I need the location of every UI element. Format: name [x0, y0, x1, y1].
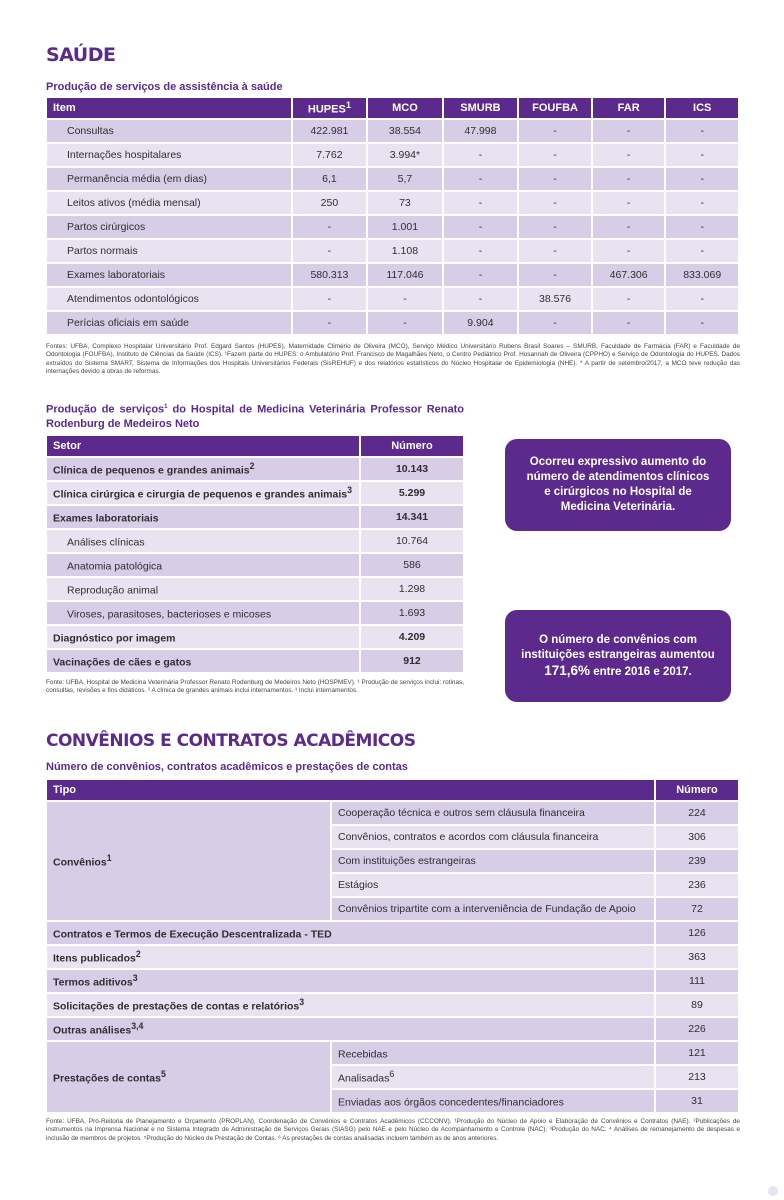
cell-value: -	[666, 144, 738, 166]
cell-value: -	[444, 240, 518, 262]
cell-value: -	[666, 216, 738, 238]
cell-value: 72	[656, 898, 738, 920]
row-label: Reprodução animal	[47, 578, 359, 600]
cell-value: -	[444, 144, 518, 166]
row-label: Clínica cirúrgica e cirurgia de pequenos e grandes animais$^3$	[47, 482, 359, 504]
saude-title: SAÚDE	[46, 44, 116, 66]
cell-value: -	[666, 168, 738, 190]
cell-value: 7.762	[293, 144, 367, 166]
cell-value: 833.069	[666, 264, 738, 286]
cell-value: -	[519, 216, 591, 238]
row-label: Exames laboratoriais	[47, 506, 359, 528]
row-label: Perícias oficiais em saúde	[47, 312, 291, 334]
cell-value: -	[666, 240, 738, 262]
cell-value: -	[593, 144, 665, 166]
cell-value: 250	[293, 192, 367, 214]
sub-item-label: Cooperação técnica e outros sem cláusula financeira	[332, 802, 654, 824]
cell-value: 126	[656, 922, 738, 944]
cell-value: -	[519, 240, 591, 262]
row-label: Análises clínicas	[47, 530, 359, 552]
cell-value: -	[593, 192, 665, 214]
table-row	[47, 312, 738, 334]
cell-value: 586	[361, 554, 463, 576]
table-row	[47, 650, 463, 672]
table-row	[47, 802, 738, 824]
cell-value: 224	[656, 802, 738, 824]
table-row	[47, 530, 463, 552]
cell-value: -	[293, 216, 367, 238]
cell-value: -	[519, 168, 591, 190]
cell-value: 306	[656, 826, 738, 848]
cell-value: -	[666, 312, 738, 334]
row-label: Partos normais	[47, 240, 291, 262]
cell-value: -	[593, 216, 665, 238]
cell-value: -	[666, 288, 738, 310]
cell-value: 4.209	[361, 626, 463, 648]
group-label-prestacoes: Prestações de contas$^5$	[47, 1042, 330, 1112]
cell-value: -	[519, 120, 591, 142]
row-label: Consultas	[47, 120, 291, 142]
vet-table	[45, 434, 465, 674]
row-label: Exames laboratoriais	[47, 264, 291, 286]
cell-value: 3.994*	[368, 144, 441, 166]
cell-value: -	[368, 312, 441, 334]
cell-value: 111	[656, 970, 738, 992]
sub-item-label: Analisadas$^6$	[332, 1066, 654, 1088]
cell-value: -	[444, 192, 518, 214]
cell-value: 14.341	[361, 506, 463, 528]
table-row	[47, 216, 738, 238]
row-label: Partos cirúrgicos	[47, 216, 291, 238]
cell-value: -	[519, 144, 591, 166]
vet-subtitle: Produção de serviços$^1$ do Hospital de Medicina Veterinária Professor Renato Rodenburg de Medeiros Neto	[46, 403, 464, 430]
row-label: Leitos ativos (média mensal)	[47, 192, 291, 214]
row-label: Permanência média (em dias)	[47, 168, 291, 190]
sub-item-label: Com instituições estrangeiras	[332, 850, 654, 872]
cell-value: 47.998	[444, 120, 518, 142]
cell-value: 38.576	[519, 288, 591, 310]
cell-value: -	[368, 288, 441, 310]
cell-value: 1.298	[361, 578, 463, 600]
sub-item-label: Convênios tripartite com a interveniência de Fundação de Apoio	[332, 898, 654, 920]
col-header-hupes: HUPES$^1$	[293, 98, 367, 118]
col-header-tipo: Tipo	[47, 780, 654, 800]
row-label: Clínica de pequenos e grandes animais$^2$	[47, 458, 359, 480]
table-row	[47, 922, 738, 944]
cell-value: -	[444, 264, 518, 286]
col-header-far: FAR	[593, 98, 665, 118]
table-row	[47, 506, 463, 528]
cell-value: 10.764	[361, 530, 463, 552]
col-header-setor: Setor	[47, 436, 359, 456]
convenios-subtitle: Número de convênios, contratos acadêmicos e prestações de contas	[46, 761, 408, 773]
table-row	[47, 144, 738, 166]
cell-value: -	[293, 240, 367, 262]
sub-item-label: Enviadas aos órgãos concedentes/financiadores	[332, 1090, 654, 1112]
table-row	[47, 288, 738, 310]
row-label: Contratos e Termos de Execução Descentralizada - TED	[47, 922, 654, 944]
col-header-ics: ICS	[666, 98, 738, 118]
table-row	[47, 264, 738, 286]
cell-value: 226	[656, 1018, 738, 1040]
row-label: Internações hospitalares	[47, 144, 291, 166]
col-header-item: Item	[47, 98, 291, 118]
cell-value: 363	[656, 946, 738, 968]
cell-value: -	[519, 192, 591, 214]
callout-convenios-text: O número de convênios com instituições estrangeiras aumentou 171,6% entre 2016 e 2017.	[521, 633, 715, 678]
table-row	[47, 554, 463, 576]
callout-convenios-increase	[505, 610, 731, 702]
convenios-fonte: Fonte: UFBA, Pró-Reitoria de Planejamento e Orçamento (PROPLAN), Coordenação de Convênios e Contratos Acadêmicos (CCCONV). ¹Produção do Núcleo de Apoio e Elaboração de Convênios e Contratos (NAE). ²Publicações de instrumentos na Imprensa Nacional e no Sistema Integrado de Administração de Serviços Gerais (SIASG) pelo NAE e pelo Núcleo de Acompanhamento e Controle (NAC). ³Produção do NAC. ⁴ Análises de remanejamento de despesas e inclusão de membros de projetos. ⁵Produção do Núcleo de Prestação de Contas. ⁶ As prestações de contas analisadas incluem também as de anos anteriores.	[46, 1118, 740, 1142]
table-row	[47, 1018, 738, 1040]
cell-value: 580.313	[293, 264, 367, 286]
group-label-convenios: Convênios$^1$	[47, 802, 330, 920]
saude-fonte: Fontes: UFBA, Complexo Hospitalar Universitário Prof. Edgard Santos (HUPES), Maternidade Climério de Oliveira (MCO), Serviço Médico Universitário Rubens Brasil Soares – SMURB, Faculdade de Farmácia (FAR) e Faculdade de Odontologia (FOUFBA), Instituto de Ciências da Saúde (ICS). ¹Fazem parte do HUPES: o Ambulatório Prof. Francisco de Magalhães Neto, o Centro Pediátrico Prof. Hosannah de Oliveira (CPPHO) e Serviço de Odontologia do HUPES. Dados extraídos do Sistema SMART, Sistema de Informações dos Hospitais Universitários Federais (SisREHUF) e dos relatórios estatísticos do Núcleo Hospitalar de Epidemiologia (NHE). * A partir de setembro/2017, a MCO teve redução das internações devido a obras de reformas.	[46, 343, 740, 375]
row-label: Viroses, parasitoses, bacterioses e micoses	[47, 602, 359, 624]
table-row	[47, 168, 738, 190]
table-row	[47, 240, 738, 262]
cell-value: 422.981	[293, 120, 367, 142]
sub-item-label: Estágios	[332, 874, 654, 896]
table-row	[47, 578, 463, 600]
vet-fonte: Fonte: UFBA, Hospital de Medicina Veterinária Professor Renato Rodenburg de Medeiros Neto (HOSPMEV). ¹ Produção de serviços inclui: rotinas, consultas, revisões e fins didáticos. ² A clínica de grandes animais inclui internamentos. ³ Inclui internamentos.	[46, 679, 464, 695]
row-label: Itens publicados$^2$	[47, 946, 654, 968]
cell-value: 236	[656, 874, 738, 896]
saude-table	[45, 96, 740, 336]
cell-value: -	[444, 288, 518, 310]
table-row	[47, 946, 738, 968]
cell-value: 31	[656, 1090, 738, 1112]
cell-value: 10.143	[361, 458, 463, 480]
cell-value: 38.554	[368, 120, 441, 142]
cell-value: -	[293, 288, 367, 310]
cell-value: 1.001	[368, 216, 441, 238]
cell-value: 1.108	[368, 240, 441, 262]
table-row	[47, 602, 463, 624]
cell-value: -	[593, 288, 665, 310]
cell-value: -	[519, 264, 591, 286]
col-header-foufba: FOUFBA	[519, 98, 591, 118]
cell-value: -	[593, 240, 665, 262]
cell-value: 239	[656, 850, 738, 872]
cell-value: -	[444, 168, 518, 190]
col-header-smurb: SMURB	[444, 98, 518, 118]
table-row	[47, 482, 463, 504]
convenios-table	[45, 778, 740, 1114]
cell-value: -	[666, 120, 738, 142]
cell-value: 213	[656, 1066, 738, 1088]
table-row	[47, 970, 738, 992]
cell-value: 5.299	[361, 482, 463, 504]
sub-item-label: Convênios, contratos e acordos com cláusula financeira	[332, 826, 654, 848]
cell-value: 9.904	[444, 312, 518, 334]
cell-value: 121	[656, 1042, 738, 1064]
cell-value: -	[666, 192, 738, 214]
cell-value: 73	[368, 192, 441, 214]
row-label: Termos aditivos$^3$	[47, 970, 654, 992]
cell-value: -	[593, 120, 665, 142]
cell-value: 5,7	[368, 168, 441, 190]
convenios-title: CONVÊNIOS E CONTRATOS ACADÊMICOS	[46, 731, 416, 751]
table-row	[47, 994, 738, 1016]
col-header-mco: MCO	[368, 98, 441, 118]
cell-value: -	[519, 312, 591, 334]
sub-item-label: Recebidas	[332, 1042, 654, 1064]
cell-value: 89	[656, 994, 738, 1016]
row-label: Atendimentos odontológicos	[47, 288, 291, 310]
row-label: Vacinações de cães e gatos	[47, 650, 359, 672]
cell-value: 117.046	[368, 264, 441, 286]
cell-value: 1.693	[361, 602, 463, 624]
cell-value: 6,1	[293, 168, 367, 190]
col-header-numero: Número	[361, 436, 463, 456]
table-row	[47, 120, 738, 142]
col-header-numero-conv: Número	[656, 780, 738, 800]
row-label: Solicitações de prestações de contas e relatórios$^3$	[47, 994, 654, 1016]
row-label: Anatomia patológica	[47, 554, 359, 576]
cell-value: -	[293, 312, 367, 334]
callout-vet-increase	[505, 439, 731, 531]
cell-value: -	[444, 216, 518, 238]
table-row	[47, 458, 463, 480]
cell-value: 467.306	[593, 264, 665, 286]
saude-subtitle: Produção de serviços de assistência à saúde	[46, 81, 283, 93]
table-row	[47, 1042, 738, 1064]
table-row	[47, 192, 738, 214]
page-marker	[768, 1186, 778, 1196]
row-label: Outras análises$^{3,4}$	[47, 1018, 654, 1040]
cell-value: -	[593, 168, 665, 190]
callout-vet-text: Ocorreu expressivo aumento do número de atendimentos clínicos e cirúrgicos no Hospital de Medicina Veterinária.	[526, 456, 710, 513]
cell-value: 912	[361, 650, 463, 672]
cell-value: -	[593, 312, 665, 334]
table-row	[47, 626, 463, 648]
row-label: Diagnóstico por imagem	[47, 626, 359, 648]
